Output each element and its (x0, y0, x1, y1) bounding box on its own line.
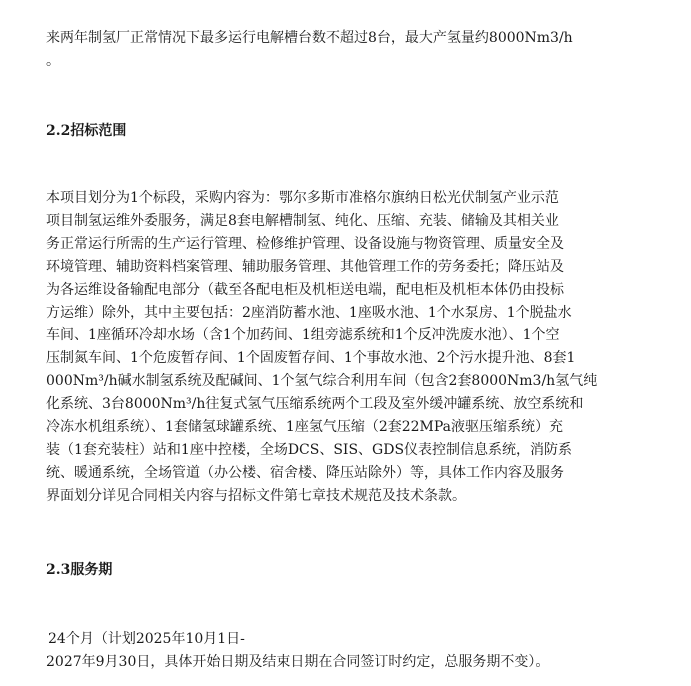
paragraph-line: 方运维）除外，其中主要包括：2座消防蓄水池、1座吸水池、1个水泵房、1个脱盐水 (46, 304, 572, 321)
paragraph-line: 车间、1座循环冷却水场（含1个加药间、1组旁滤系统和1个反冲洗废水池）、1个空 (46, 327, 560, 344)
paragraph-line: 化系统、3台8000Nm³/h往复式氢气压缩系统两个工段及室外缓冲罐系统、放空系统和 (46, 396, 584, 413)
paragraph-line: 冷冻水机组系统）、1套储氢球罐系统、1座氢气压缩（2套22MPa液驱压缩系统）充 (46, 419, 564, 436)
paragraph-line: 务正常运行所需的生产运行管理、检修维护管理、设备设施与物资管理、质量安全及 (46, 235, 564, 252)
paragraph-line: 本项目划分为1个标段，采购内容为：鄂尔多斯市准格尔旗纳日松光伏制氢产业示范 (46, 190, 559, 206)
paragraph-line: 统、暖通系统，全场管道（办公楼、宿舍楼、降压站除外）等，具体工作内容及服务 (46, 464, 564, 481)
paragraph-line: 环境管理、辅助资料档案管理、辅助服务管理、其他管理工作的劳务委托；降压站及 (46, 258, 564, 275)
paragraph-line: 000Nm³/h碱水制氢系统及配碱间、1个氢气综合利用车间（包含2套8000Nm3/h氢气纯 (46, 373, 598, 390)
paragraph-line: 压制氮车间、1个危废暂存间、1个固废暂存间、1个事故水池、2个污水提升池、8套1 (46, 350, 576, 367)
section-heading-2-3: 2.3服务期 (46, 562, 113, 578)
paragraph-line: 项目制氢运维外委服务，满足8套电解槽制氢、纯化、压缩、充装、储输及其相关业 (46, 212, 559, 229)
intro-text-line-2: 。 (46, 53, 60, 69)
paragraph-line: 界面划分详见合同相关内容与招标文件第七章技术规范及技术条款。 (46, 487, 466, 504)
paragraph-line: 装（1套充装柱）站和1座中控楼，全场DCS、SIS、GDS仪表控制信息系统，消防系 (46, 441, 573, 458)
service-period-line-2: 2027年9月30日，具体开始日期及结束日期在合同签订时约定，总服务期不变）。 (46, 654, 550, 670)
intro-text-line-1: 来两年制氢厂正常情况下最多运行电解槽台数不超过8台，最大产氢量约8000Nm3/h (46, 30, 573, 46)
service-period-line-1: 24个月（计划2025年10月1日- (48, 631, 245, 647)
section-2-2-paragraph (46, 187, 660, 508)
paragraph-line: 为各运维设备输配电部分（截至各配电柜及机柜送电端，配电柜及机柜本体仍由投标 (46, 281, 564, 298)
section-heading-2-2: 2.2招标范围 (46, 123, 127, 139)
